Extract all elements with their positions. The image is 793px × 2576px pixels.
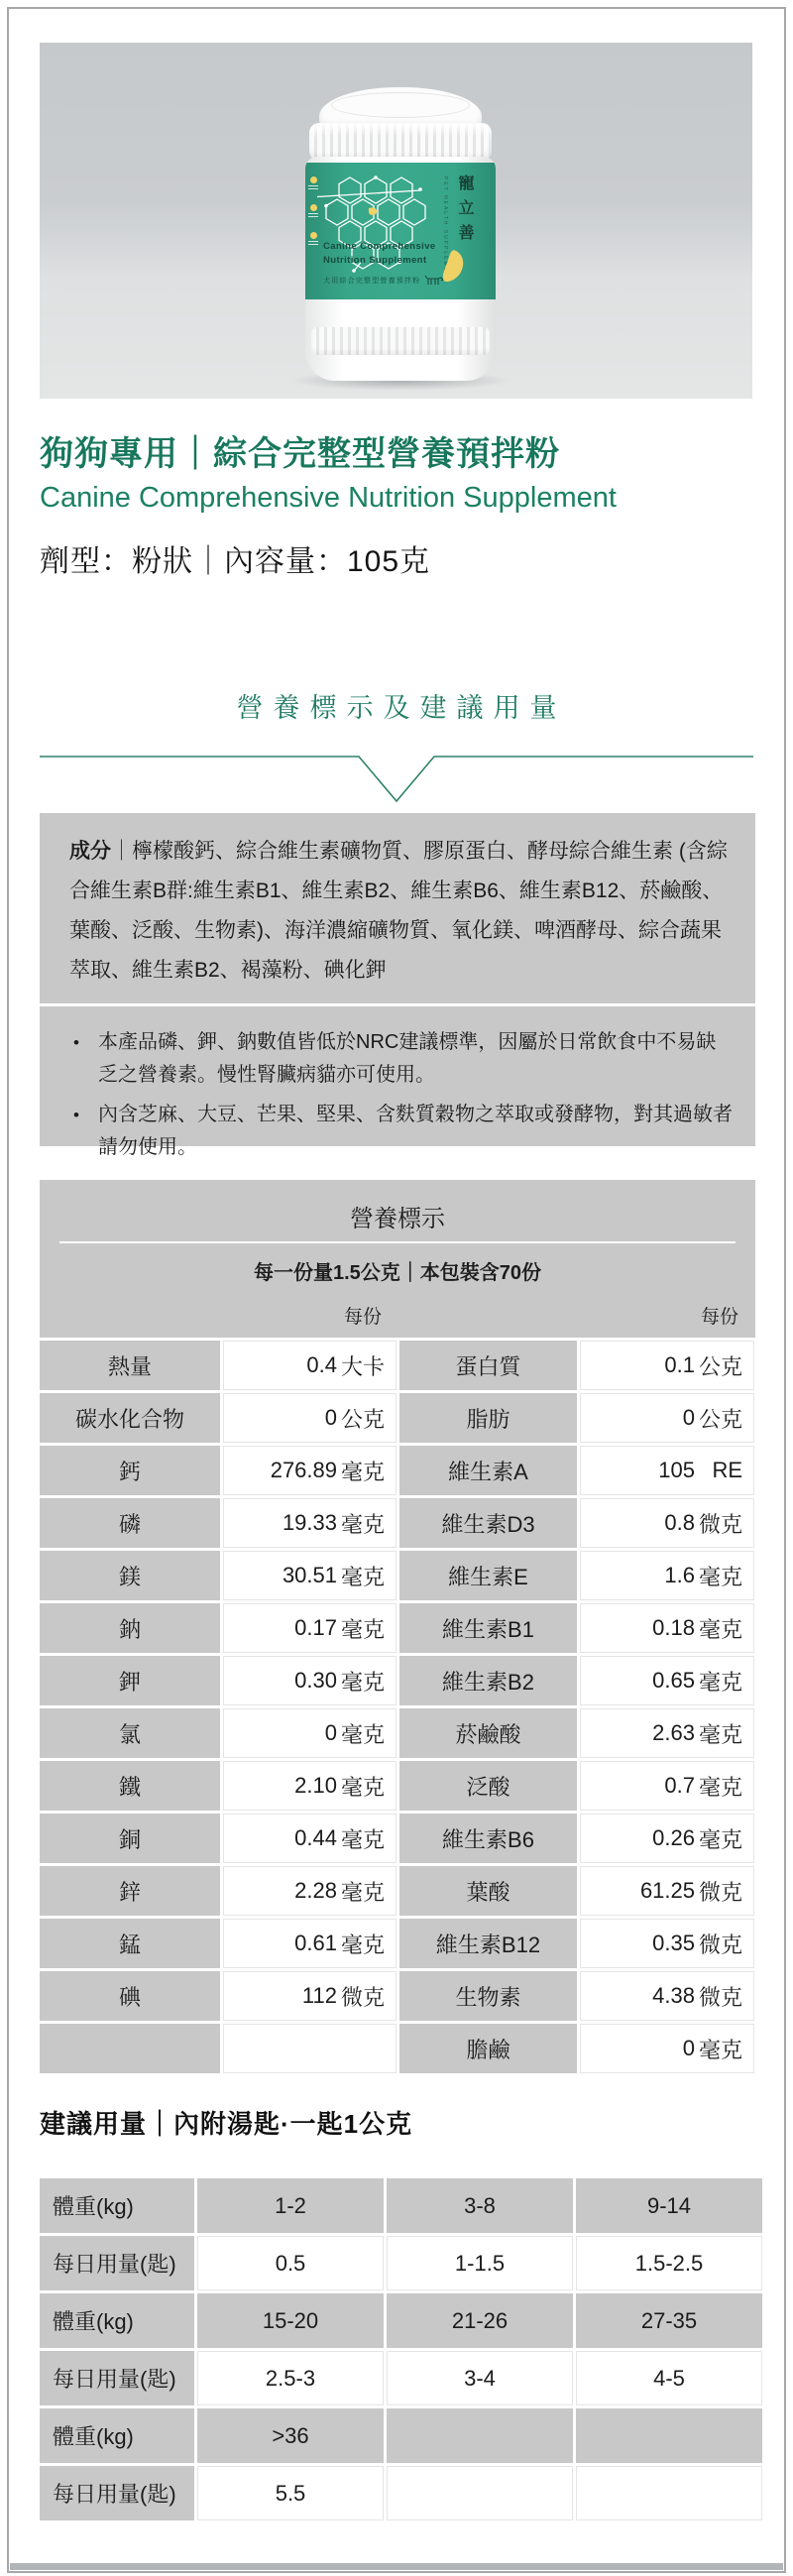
nutrition-value-cell: 0.7 毫克 bbox=[580, 1761, 754, 1811]
nutrition-label-cell: 蛋白質 bbox=[399, 1341, 577, 1390]
dosage-value-cell: 3-8 bbox=[387, 2178, 573, 2233]
dosage-value-cell: 21-26 bbox=[387, 2293, 573, 2348]
nutrition-label-cell: 泛酸 bbox=[399, 1761, 577, 1811]
nutrition-label-cell: 維生素B1 bbox=[399, 1603, 577, 1653]
dosage-heading: 建議用量｜內附湯匙·一匙1公克 bbox=[40, 2109, 413, 2139]
nutrition-table bbox=[40, 1341, 754, 2073]
nutrition-value-cell: 0.26 毫克 bbox=[580, 1814, 754, 1863]
brand-side-text: PET HEALTH SUPPLEMENT bbox=[442, 176, 448, 284]
dosage-value-cell: 27-35 bbox=[576, 2293, 762, 2348]
dosage-value-cell: 15-20 bbox=[197, 2293, 384, 2348]
nutrition-value-cell: 0 毫克 bbox=[580, 2024, 754, 2073]
nutrition-value-cell: 0.17 毫克 bbox=[223, 1603, 396, 1653]
nutrition-label-cell: 鉀 bbox=[40, 1656, 220, 1705]
product-photo bbox=[40, 43, 752, 399]
nutrition-label-cell: 氯 bbox=[40, 1708, 220, 1758]
dosage-label-cell: 每日用量(匙) bbox=[40, 2236, 194, 2290]
dosage-label-cell: 體重(kg) bbox=[40, 2408, 194, 2463]
note-text: 本產品磷、鉀、鈉數值皆低於NRC建議標準，因屬於日常飲食中不易缺乏之營養素。慢性腎臟病貓亦可使用。 bbox=[98, 1031, 717, 1086]
nutrition-label-cell: 維生素B12 bbox=[399, 1919, 577, 1968]
serving-info: 每一份量1.5公克｜本包裝含70份 bbox=[253, 1262, 542, 1284]
dosage-label-cell: 每日用量(匙) bbox=[40, 2351, 194, 2405]
note-bullet: • bbox=[73, 1033, 79, 1052]
dosage-label-cell: 體重(kg) bbox=[40, 2178, 194, 2233]
ingredients-text: 檸檬酸鈣、綜合維生素礦物質、膠原蛋白、酵母綜合維生素 (含綜合維生素B群:維生素B1、維生素B2、維生素B6、維生素B12、菸鹼酸、葉酸、泛酸、生物素)、海洋濃縮礦物質、氧化鎂、啤酒酵母、綜合蔬果萃取、維生素B2、褐藻粉、碘化鉀 bbox=[69, 840, 728, 982]
nutrition-label-cell: 膽鹼 bbox=[399, 2024, 577, 2073]
nutrition-value-cell: 0.1 公克 bbox=[580, 1341, 754, 1390]
dosage-value-cell: >36 bbox=[197, 2408, 384, 2463]
nutrition-label-cell: 生物素 bbox=[399, 1971, 577, 2021]
nutrition-label-cell: 鎂 bbox=[40, 1551, 220, 1600]
per-serving-label-right: 每份 bbox=[700, 1307, 738, 1328]
nutrition-value-cell: 30.51 毫克 bbox=[223, 1551, 396, 1600]
product-subtitle: Canine Comprehensive Nutrition Supplement bbox=[40, 482, 617, 514]
nutrition-value-cell: 105 RE bbox=[580, 1446, 754, 1495]
section-title: 營養標示及建議用量 bbox=[236, 693, 567, 723]
nutrition-label-cell bbox=[40, 2024, 220, 2073]
dosage-value-cell bbox=[576, 2408, 762, 2463]
dosage-value-cell: 9-14 bbox=[576, 2178, 762, 2233]
nutrition-label-cell: 脂肪 bbox=[399, 1393, 577, 1443]
jar-label bbox=[305, 163, 496, 299]
label-english-line2: Nutrition Supplement bbox=[323, 255, 427, 267]
nutrition-value-cell: 0 公克 bbox=[580, 1393, 754, 1443]
nutrition-value-cell: 2.63 毫克 bbox=[580, 1708, 754, 1758]
dosage-value-cell: 1-2 bbox=[197, 2178, 384, 2233]
dosage-label-cell: 每日用量(匙) bbox=[40, 2466, 194, 2520]
nutrition-label-cell: 菸鹼酸 bbox=[399, 1708, 577, 1758]
dosage-value-cell: 0.5 bbox=[197, 2236, 384, 2290]
notes-box bbox=[40, 1006, 755, 1158]
dosage-label-cell: 體重(kg) bbox=[40, 2293, 194, 2348]
nutrition-value-cell: 2.28 毫克 bbox=[223, 1866, 396, 1916]
nutrition-value-cell: 0 公克 bbox=[223, 1393, 396, 1443]
note-text: 內含芝麻、大豆、芒果、堅果、含麩質穀物之萃取或發酵物，對其過敏者請勿使用。 bbox=[98, 1104, 733, 1158]
dosage-value-cell: 4-5 bbox=[576, 2351, 762, 2405]
nutrition-label-cell: 銅 bbox=[40, 1814, 220, 1863]
nutrition-value-cell bbox=[223, 2024, 396, 2073]
dosage-value-cell: 3-4 bbox=[387, 2351, 573, 2405]
note-item bbox=[73, 1099, 736, 1164]
nutrition-label-cell: 錳 bbox=[40, 1919, 220, 1968]
note-item bbox=[73, 1026, 736, 1092]
product-title: 狗狗專用｜綜合完整型營養預拌粉 bbox=[40, 435, 560, 473]
nutrition-label-cell: 鈣 bbox=[40, 1446, 220, 1495]
jar-body bbox=[305, 157, 496, 381]
nutrition-header bbox=[40, 1180, 755, 1338]
dosage-value-cell: 5.5 bbox=[197, 2466, 384, 2520]
nutrition-value-cell: 0.61 毫克 bbox=[223, 1919, 396, 1968]
dosage-table bbox=[40, 2178, 762, 2520]
nutrition-label-cell: 維生素D3 bbox=[399, 1498, 577, 1548]
nutrition-value-cell: 0.30 毫克 bbox=[223, 1656, 396, 1705]
dosage-value-cell: 2.5-3 bbox=[197, 2351, 384, 2405]
nutrition-rule bbox=[59, 1241, 736, 1243]
nutrition-value-cell: 0.4 大卡 bbox=[223, 1341, 396, 1390]
product-spec: 劑型：粉狀｜內容量：105克 bbox=[40, 545, 431, 578]
dosage-value-cell bbox=[387, 2408, 573, 2463]
label-english-line1: Canine Comprehensive bbox=[323, 241, 436, 253]
jar-body-ridges bbox=[311, 327, 490, 355]
product-jar bbox=[303, 87, 498, 387]
nutrition-label-cell: 維生素A bbox=[399, 1446, 577, 1495]
ingredients-label: 成分 bbox=[69, 840, 111, 863]
nutrition-label-cell: 碘 bbox=[40, 1971, 220, 2021]
nutrition-value-cell: 4.38 微克 bbox=[580, 1971, 754, 2021]
dosage-value-cell bbox=[576, 2466, 762, 2520]
label-english-text bbox=[323, 240, 436, 268]
honeycomb-pattern-icon bbox=[317, 171, 436, 286]
per-serving-label-left: 每份 bbox=[343, 1307, 382, 1328]
nutrition-value-cell: 0.35 微克 bbox=[580, 1919, 754, 1968]
honeycomb-accent bbox=[369, 207, 377, 215]
nutrition-value-cell: 0.65 毫克 bbox=[580, 1656, 754, 1705]
nutrition-title: 營養標示 bbox=[350, 1206, 445, 1232]
dosage-value-cell bbox=[387, 2466, 573, 2520]
nutrition-value-cell: 0.18 毫克 bbox=[580, 1603, 754, 1653]
nutrition-value-cell: 2.10 毫克 bbox=[223, 1761, 396, 1811]
nutrition-value-cell: 1.6 毫克 bbox=[580, 1551, 754, 1600]
nutrition-value-cell: 0.44 毫克 bbox=[223, 1814, 396, 1863]
nutrition-label-cell: 碳水化合物 bbox=[40, 1393, 220, 1443]
ingredients-box bbox=[40, 813, 755, 1003]
nutrition-label-cell: 維生素B2 bbox=[399, 1656, 577, 1705]
ingredients-separator: ｜ bbox=[111, 840, 132, 863]
horizontal-scrollbar[interactable] bbox=[10, 2563, 783, 2570]
nutrition-value-cell: 0.8 微克 bbox=[580, 1498, 754, 1548]
label-chinese-caption: 犬用綜合完整型營養預拌粉 bbox=[323, 275, 444, 287]
jar-cap-ridges bbox=[309, 123, 492, 161]
brand-name-vertical: 寵立善 bbox=[456, 175, 473, 249]
nutrition-label-cell: 熱量 bbox=[40, 1341, 220, 1390]
nutrition-label-cell: 鐵 bbox=[40, 1761, 220, 1811]
nutrition-label-cell: 葉酸 bbox=[399, 1866, 577, 1916]
nutrition-label-cell: 磷 bbox=[40, 1498, 220, 1548]
nutrition-value-cell: 61.25 微克 bbox=[580, 1866, 754, 1916]
nutrition-value-cell: 276.89 毫克 bbox=[223, 1446, 396, 1495]
section-divider bbox=[40, 756, 753, 805]
dosage-value-cell: 1.5-2.5 bbox=[576, 2236, 762, 2290]
nutrition-label-cell: 維生素E bbox=[399, 1551, 577, 1600]
note-bullet: • bbox=[73, 1106, 79, 1124]
nutrition-value-cell: 112 微克 bbox=[223, 1971, 396, 2021]
nutrition-label-cell: 維生素B6 bbox=[399, 1814, 577, 1863]
dosage-value-cell: 1-1.5 bbox=[387, 2236, 573, 2290]
nutrition-label-cell: 鋅 bbox=[40, 1866, 220, 1916]
nutrition-value-cell: 0 毫克 bbox=[223, 1708, 396, 1758]
nutrition-label-cell: 鈉 bbox=[40, 1603, 220, 1653]
nutrition-value-cell: 19.33 毫克 bbox=[223, 1498, 396, 1548]
